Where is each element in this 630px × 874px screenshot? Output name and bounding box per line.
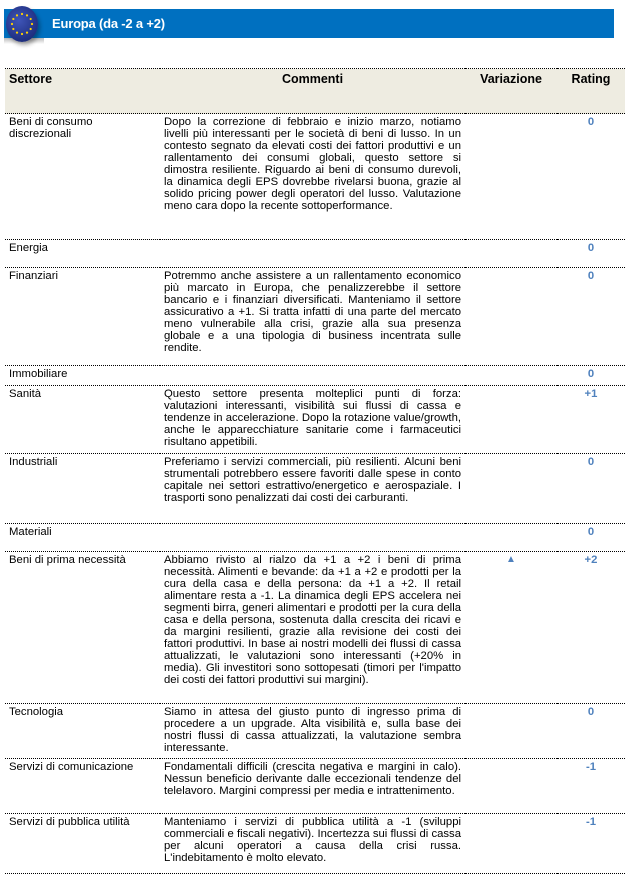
change-cell (465, 454, 557, 524)
comment-cell: Manteniamo i servizi di pubblica utilità a -1 (sviluppi commerciali e fiscali negativi). Incertezza sui flussi di cassa per alcuni operatori a causa della crisi russa. L'indebitamento è molto elevato. (160, 814, 465, 874)
flag-star (26, 32, 28, 34)
comment-cell (160, 366, 465, 386)
comment-cell: Fondamentali difficili (crescita negativa e margini in calo). Nessun beneficio derivante dalle eccezionali tendenze del telelavoro. Margini compressi per media e intrattenimento. (160, 759, 465, 814)
comment-cell: Abbiamo rivisto al rialzo da +1 a +2 i beni di prima necessità. Alimenti e bevande: da +1 a +2 e prodotti per la cura della casa e della persona: da +1 a +2. Il retail alimentare resta a -1. La dinamica degli EPS accelera nei segmenti birra, generi alimentari e prodotti per la cura della casa e della persona, sostenuta dalla crescita dei ricavi e da margini resilienti, grazie alla revisione dei costi dei fattori produttivi. In base ai nostri modelli dei flussi di cassa attualizzati, le valutazioni sono interessanti (+20% in media). Gli investitori sono sottopesati (timori per l'impatto dei costi dei fattori produttivi sui margini). (160, 552, 465, 704)
change-cell (465, 386, 557, 454)
flag-star (30, 18, 32, 20)
flag-star (30, 28, 32, 30)
table-header-row (5, 69, 625, 114)
change-cell (465, 524, 557, 552)
sector-cell: Energia (5, 240, 160, 268)
rating-cell: 0 (557, 114, 625, 240)
table-row (5, 386, 625, 454)
change-cell (465, 366, 557, 386)
comment-cell: Siamo in attesa del giusto punto di ingresso prima di procedere a un upgrade. Alta visibilità e, sulla base dei nostri flussi di cassa attualizzati, la valutazione sembra interessante. (160, 704, 465, 759)
sector-ratings-table (5, 68, 625, 874)
flag-star (11, 23, 13, 25)
comment-cell (160, 524, 465, 552)
rating-cell: -1 (557, 814, 625, 874)
rating-cell: 0 (557, 240, 625, 268)
flag-star (21, 33, 23, 35)
column-header-sector: Settore (5, 69, 160, 114)
flag-star (21, 13, 23, 15)
flag-star (16, 14, 18, 16)
comment-cell: Dopo la correzione di febbraio e inizio marzo, notiamo livelli più interessanti per le società di beni di lusso. In un contesto segnato da elevati costi dei fattori produttivi e un rallentamento dei consumi globali, questo settore si dimostra resiliente. Riguardo ai beni di consumo durevoli, la dinamica degli EPS dovrebbe rivelarsi buona, grazie al solido pricing power degli operatori del lusso. Valutazione meno cara dopo la recente sottoperformance. (160, 114, 465, 240)
sector-cell: Tecnologia (5, 704, 160, 759)
change-cell (465, 814, 557, 874)
table-row (5, 524, 625, 552)
comment-cell: Preferiamo i servizi commerciali, più resilienti. Alcuni beni strumentali potrebbero essere favoriti dalle spese in conto capitale nei settori estrattivo/energetico e aerospaziale. I trasporti sono penalizzati dai costi dei carburanti. (160, 454, 465, 524)
rating-cell: 0 (557, 704, 625, 759)
rating-cell: -1 (557, 759, 625, 814)
rating-cell: 0 (557, 268, 625, 366)
flag-star (16, 32, 18, 34)
table-row (5, 704, 625, 759)
table-row (5, 268, 625, 366)
table-row (5, 114, 625, 240)
table-row (5, 552, 625, 704)
comment-cell: Questo settore presenta molteplici punti di forza: valutazioni interessanti, visibilità sui flussi di cassa e tendenze in accelerazione. Dopo la rotazione value/growth, anche le apparecchiature sanitarie come i farmaceutici risultano appetibili. (160, 386, 465, 454)
column-header-change: Variazione (465, 69, 557, 114)
comment-cell: Potremmo anche assistere a un rallentamento economico più marcato in Europa, che penalizzerebbe il settore bancario e i finanziari diversificati. Manteniamo il settore assicurativo a +1. Si tratta infatti di una parte del mercato meno vulnerabile alla crisi, grazie alla sua presenza globale e a una tipologia di business incentrata sulle rendite. (160, 268, 465, 366)
table-row (5, 454, 625, 524)
column-header-rating: Rating (557, 69, 625, 114)
comment-cell (160, 240, 465, 268)
change-up-arrow-icon: ▲ (465, 552, 557, 704)
rating-cell: 0 (557, 366, 625, 386)
sector-cell: Industriali (5, 454, 160, 524)
rating-cell: +2 (557, 552, 625, 704)
eu-flag-icon (6, 6, 38, 42)
sector-cell: Immobiliare (5, 366, 160, 386)
table-row (5, 366, 625, 386)
column-header-comments: Commenti (160, 69, 465, 114)
sector-cell: Materiali (5, 524, 160, 552)
sector-cell: Beni di prima necessità (5, 552, 160, 704)
sector-cell: Finanziari (5, 268, 160, 366)
change-cell (465, 240, 557, 268)
flag-star (12, 28, 14, 30)
sector-cell: Servizi di pubblica utilità (5, 814, 160, 874)
rating-cell: 0 (557, 454, 625, 524)
sector-cell: Sanità (5, 386, 160, 454)
flag-star (26, 14, 28, 16)
table-row (5, 814, 625, 874)
rating-cell: +1 (557, 386, 625, 454)
flag-star (12, 18, 14, 20)
change-cell (465, 704, 557, 759)
rating-cell: 0 (557, 524, 625, 552)
page-title: Europa (da -2 a +2) (52, 16, 165, 31)
flag-star (31, 23, 33, 25)
change-cell (465, 114, 557, 240)
sector-cell: Beni di consumo discrezionali (5, 114, 160, 240)
table-row (5, 240, 625, 268)
change-cell (465, 268, 557, 366)
change-cell (465, 759, 557, 814)
table-row (5, 759, 625, 814)
sector-cell: Servizi di comunicazione (5, 759, 160, 814)
